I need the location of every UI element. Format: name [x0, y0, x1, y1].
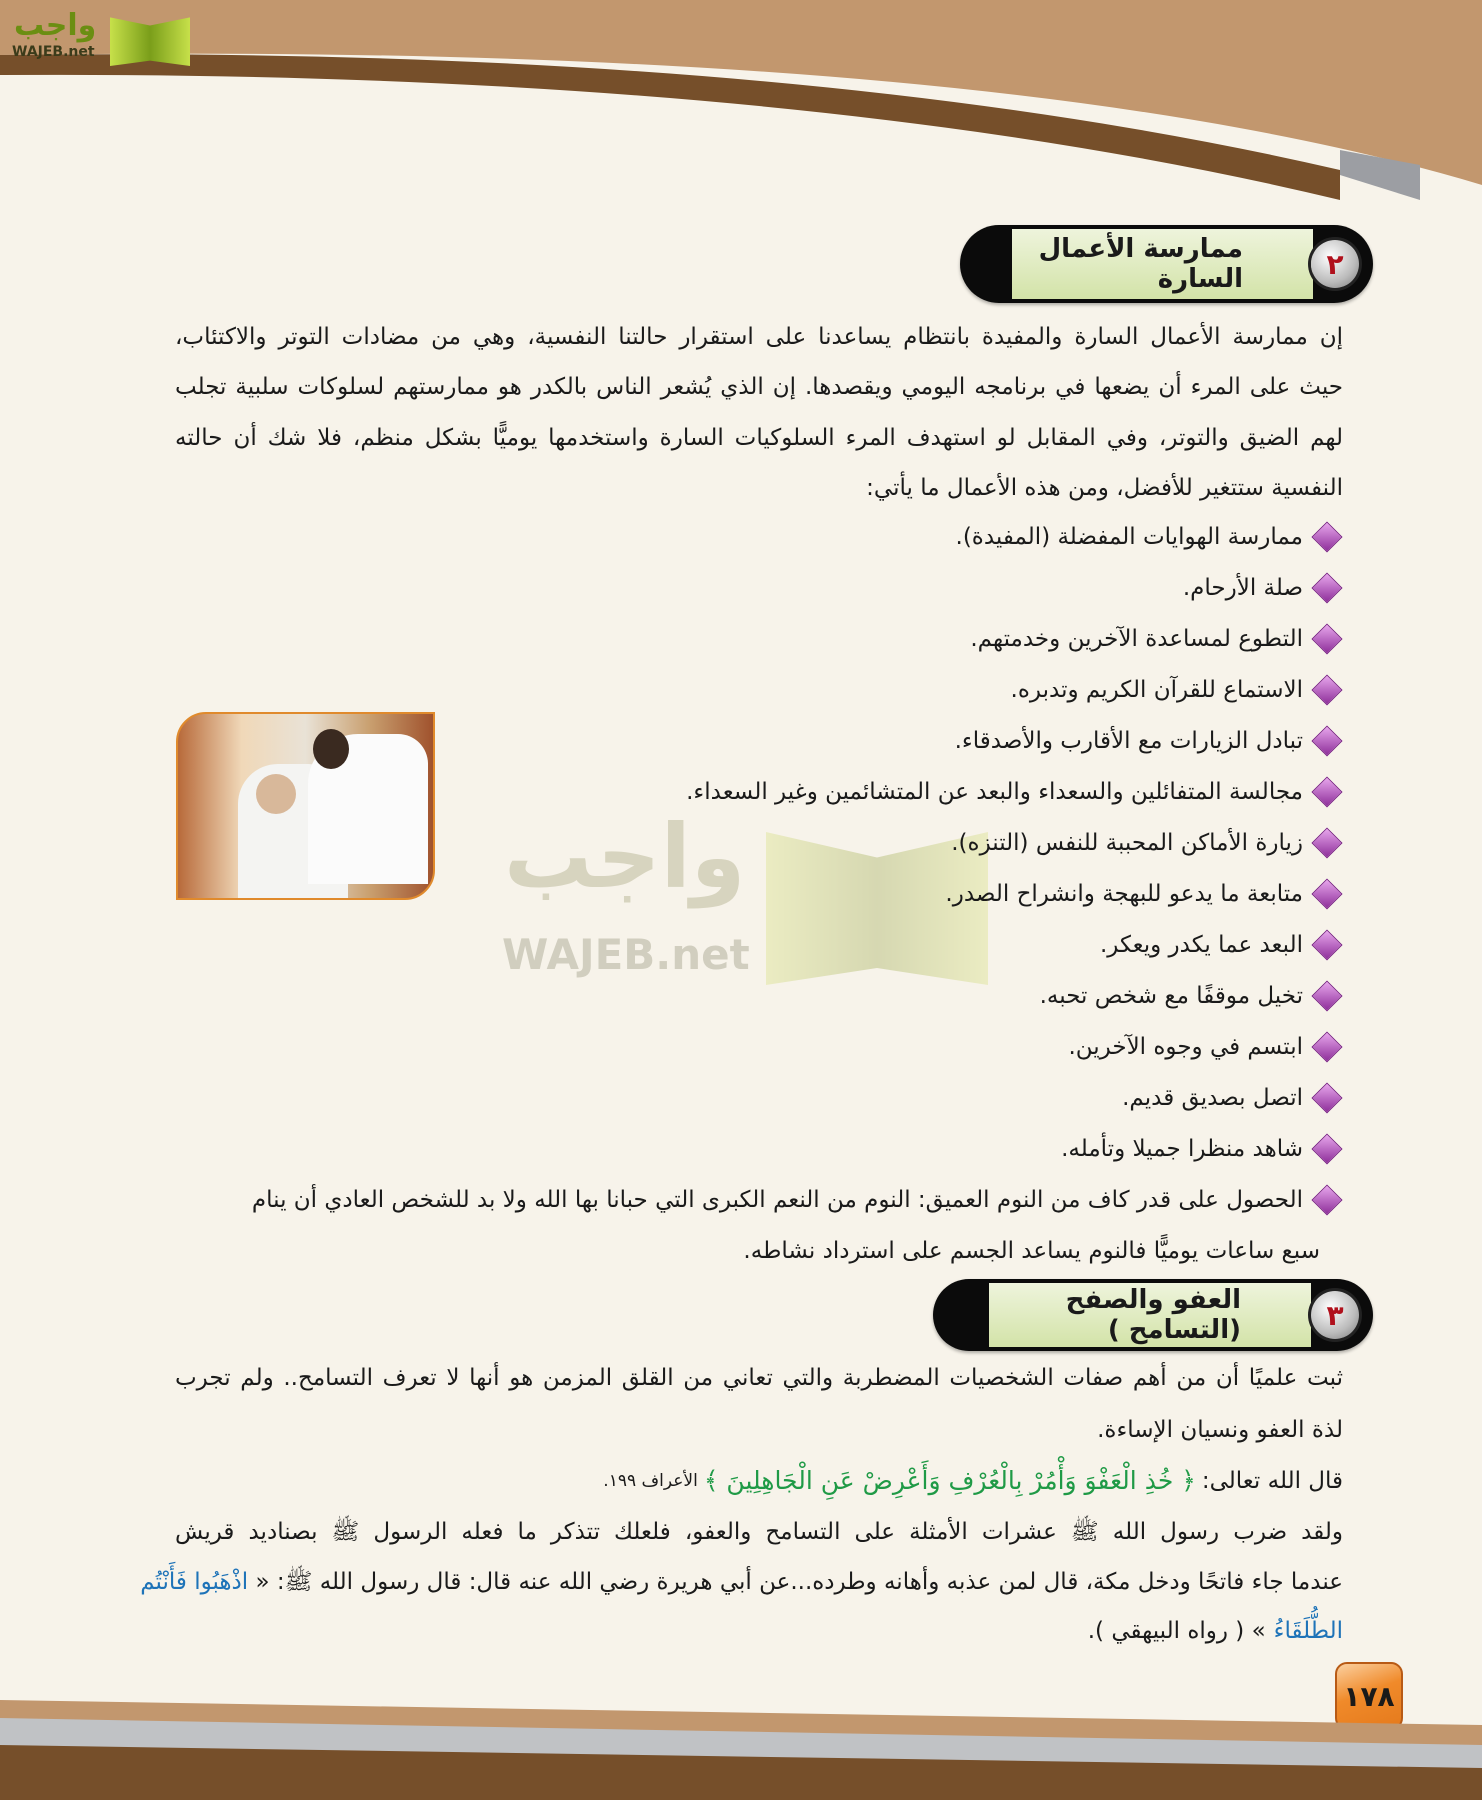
watermark — [494, 805, 988, 990]
logo — [10, 8, 190, 68]
diamond-bullet-icon — [1313, 727, 1341, 755]
bullet-text: البعد عما يكدر ويعكر. — [1099, 932, 1303, 958]
diamond-bullet-icon — [1313, 1084, 1341, 1112]
bullet-text: تبادل الزيارات مع الأقارب والأصدقاء. — [954, 728, 1303, 754]
bullet-text: زيارة الأماكن المحببة للنفس (التنزه). — [951, 830, 1303, 856]
bullet-item — [1061, 1124, 1343, 1174]
diamond-bullet-icon — [1313, 1033, 1341, 1061]
bullet-item — [1183, 563, 1343, 613]
diamond-bullet-icon — [1313, 1135, 1341, 1163]
bullet-continuation: سبع ساعات يوميًّا فالنوم يساعد الجسم على استرداد نشاطه. — [743, 1238, 1320, 1264]
bullet-item — [1122, 1073, 1343, 1123]
paragraph-line: النفسية ستتغير للأفضل، ومن هذه الأعمال ما يأتي: — [866, 475, 1343, 501]
section-2-title: ممارسة الأعمال السارة — [1012, 229, 1313, 299]
diamond-bullet-icon — [1313, 574, 1341, 602]
bullet-item — [945, 869, 1343, 919]
diamond-bullet-icon — [1313, 523, 1341, 551]
bullet-text: ابتسم في وجوه الآخرين. — [1068, 1034, 1303, 1060]
bullet-item — [252, 1175, 1343, 1225]
paragraph-line: ثبت علميًا أن من أهم صفات الشخصيات المضطربة والتي تعاني من القلق المزمن هو أنها لا تعرف التسامح.. ولم تجرب — [175, 1365, 1343, 1391]
paragraph-line — [140, 1557, 1343, 1607]
logo-book-icon — [110, 12, 190, 66]
bullet-text: الاستماع للقرآن الكريم وتدبره. — [1010, 677, 1303, 703]
quran-reference: الأعراف ١٩٩. — [603, 1471, 698, 1491]
logo-arabic: واجب — [14, 8, 97, 43]
diamond-bullet-icon — [1313, 982, 1341, 1010]
bullet-item — [956, 512, 1343, 562]
page-number-badge: ١٧٨ — [1335, 1662, 1403, 1730]
section-3-number: ٣ — [1311, 1291, 1359, 1339]
section-3-header — [933, 1279, 1373, 1351]
bottom-decoration — [0, 1700, 1482, 1800]
photo-embrace — [176, 712, 435, 900]
hadith-source: » ( رواه البيهقي ). — [1087, 1618, 1266, 1644]
watermark-arabic: واجب — [504, 805, 746, 908]
bullet-item — [1100, 920, 1343, 970]
diamond-bullet-icon — [1313, 625, 1341, 653]
bullet-text: الحصول على قدر كاف من النوم العميق: النوم من النعم الكبرى التي حبانا بها الله ولا بد للشخص العادي أن ينام — [251, 1187, 1303, 1213]
bullet-text: صلة الأرحام. — [1182, 575, 1303, 601]
bullet-text: تخيل موقفًا مع شخص تحبه. — [1039, 983, 1303, 1009]
watermark-latin: WAJEB.net — [502, 930, 750, 979]
paragraph-line: ولقد ضرب رسول الله ﷺ عشرات الأمثلة على التسامح والعفو، فلعلك تتذكر ما فعله الرسول ﷺ بصناديد قريش — [175, 1519, 1343, 1545]
bullet-text: اتصل بصديق قديم. — [1122, 1085, 1303, 1111]
paragraph-line: حيث على المرء أن يضعها في برنامجه اليومي ويقصدها. إن الذي يُشعر الناس بالكدر هو ممارستهم لسلوكات سلبية تجلب — [175, 374, 1343, 400]
bullet-item — [970, 614, 1343, 664]
diamond-bullet-icon — [1313, 676, 1341, 704]
bullet-text: مجالسة المتفائلين والسعداء والبعد عن المتشائمين وغير السعداء. — [686, 779, 1303, 805]
hadith-intro: عندما جاء فاتحًا ودخل مكة، قال لمن عذبه وأهانه وطرده...عن أبي هريرة رضي الله عنه قال: قال رسول الله ﷺ: « — [255, 1569, 1343, 1595]
diamond-bullet-icon — [1313, 1186, 1341, 1214]
section-3-title: العفو والصفح (التسامح ) — [989, 1283, 1311, 1347]
hadith-text: اذْهَبُوا فَأَنْتُم — [140, 1569, 249, 1595]
bullet-text: شاهد منظرا جميلا وتأمله. — [1061, 1136, 1303, 1162]
quran-verse: ﴿ خُذِ الْعَفْوَ وَأْمُرْ بِالْعُرْفِ وَأَعْرِضْ عَنِ الْجَاهِلِينَ ﴾ — [703, 1466, 1196, 1495]
diamond-bullet-icon — [1313, 829, 1341, 857]
bullet-item — [1040, 971, 1343, 1021]
bullet-text: متابعة ما يدعو للبهجة وانشراح الصدر. — [945, 881, 1303, 907]
section-2-header — [960, 225, 1373, 303]
diamond-bullet-icon — [1313, 931, 1341, 959]
bullet-item — [951, 818, 1343, 868]
paragraph-line: لهم الضيق والتوتر، وفي المقابل لو استهدف المرء السلوكيات السارة واستخدمها يوميًّا بشكل منظم، فلا شك أن حالته — [175, 425, 1343, 451]
paragraph-line: لذة العفو ونسيان الإساءة. — [1097, 1417, 1343, 1443]
bullet-text: ممارسة الهوايات المفضلة (المفيدة). — [955, 524, 1303, 550]
logo-latin: WAJEB.net — [12, 44, 95, 60]
section-2-number: ٢ — [1311, 240, 1359, 288]
bullet-item — [686, 767, 1343, 817]
paragraph-line — [1088, 1606, 1343, 1656]
bullet-item — [1068, 1022, 1343, 1072]
bullet-item — [1011, 665, 1343, 715]
quran-intro: قال الله تعالى: — [1201, 1468, 1343, 1494]
diamond-bullet-icon — [1313, 778, 1341, 806]
hadith-text: الطُّلَقَاءُ — [1273, 1618, 1343, 1644]
diamond-bullet-icon — [1313, 880, 1341, 908]
paragraph-line: إن ممارسة الأعمال السارة والمفيدة بانتظام يساعدنا على استقرار حالتنا النفسية، وهي من مضادات التوتر والاكتئاب، — [175, 324, 1343, 350]
bullet-text: التطوع لمساعدة الآخرين وخدمتهم. — [970, 626, 1303, 652]
quran-line — [603, 1456, 1343, 1506]
bullet-item — [955, 716, 1343, 766]
